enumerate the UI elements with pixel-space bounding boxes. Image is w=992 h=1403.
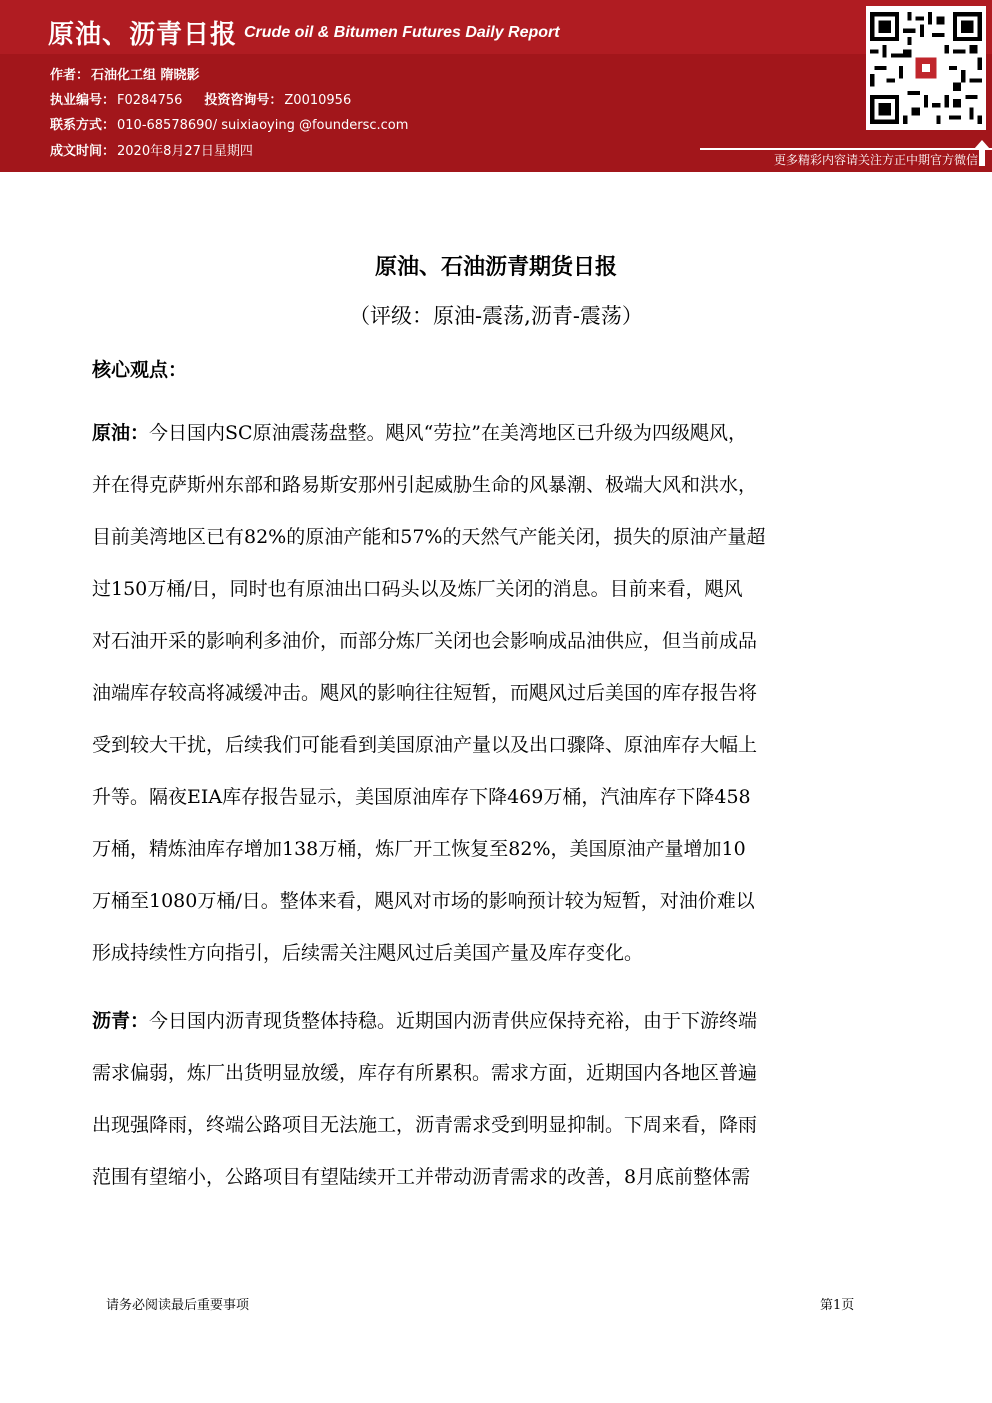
- date-line: [50, 140, 253, 159]
- crude-line: 目前美湾地区已有82%的原油产能和57%的天然气产能关闭，损失的原油产量超: [92, 526, 766, 548]
- author-value: 石油化工组 隋晓影: [91, 68, 200, 83]
- crude-line: 并在得克萨斯州东部和路易斯安那州引起威胁生命的风暴潮、极端大风和洪水，: [92, 474, 758, 496]
- consult-value: Z0010956: [284, 93, 352, 108]
- footer-disclaimer: 请务必阅读最后重要事项: [106, 1298, 250, 1313]
- crude-line: 过150万桶/日，同时也有原油出口码头以及炼厂关闭的消息。目前来看，飓风: [92, 578, 743, 600]
- document-title: 原油、石油沥青期货日报: [374, 255, 617, 280]
- license-value: F0284756: [117, 93, 183, 108]
- license-label: 执业编号：: [50, 93, 116, 108]
- contact-line: [50, 114, 408, 133]
- crude-lead: 原油：: [92, 422, 150, 444]
- follow-wechat-text: 更多精彩内容请关注方正中期官方微信: [773, 153, 978, 167]
- crude-line: 油端库存较高将减缓冲击。飓风的影响往往短暂，而飓风过后美国的库存报告将: [92, 682, 758, 704]
- header-divider: [700, 148, 992, 150]
- page-number: 第1页: [820, 1298, 855, 1313]
- crude-line: 原油：今日国内SC原油震荡盘整。飓风“劳拉”在美湾地区已升级为四级飓风，: [92, 422, 747, 444]
- report-header: [0, 0, 992, 172]
- author-line: [50, 64, 200, 83]
- rating-subtitle: （评级：原油-震荡,沥青-震荡）: [349, 304, 643, 328]
- asphalt-line: 范围有望缩小，公路项目有望陆续开工并带动沥青需求的改善，8月底前整体需: [92, 1166, 751, 1188]
- report-title-en: Crude oil & Bitumen Futures Daily Report: [244, 24, 560, 41]
- crude-oil-paragraph: [92, 407, 906, 979]
- asphalt-line: 出现强降雨，终端公路项目无法施工，沥青需求受到明显抑制。下周来看，降雨: [92, 1114, 758, 1136]
- license-line: [50, 89, 351, 108]
- crude-line: 万桶至1080万桶/日。整体来看，飓风对市场的影响预计较为短暂，对油价难以: [92, 890, 755, 912]
- date-label: 成文时间：: [50, 144, 116, 159]
- crude-line: 升等。隔夜EIA库存报告显示，美国原油库存下降469万桶，汽油库存下降458: [92, 786, 751, 808]
- contact-label: 联系方式：: [50, 118, 116, 133]
- date-value: 2020年8月27日星期四: [117, 144, 253, 159]
- asphalt-paragraph: [92, 995, 906, 1203]
- crude-line: 万桶，精炼油库存增加138万桶，炼厂开工恢复至82%，美国原油产量增加10: [92, 838, 746, 860]
- asphalt-line: 需求偏弱，炼厂出货明显放缓，库存有所累积。需求方面，近期国内各地区普遍: [92, 1062, 758, 1084]
- crude-line: 对石油开采的影响利多油价，而部分炼厂关闭也会影响成品油供应，但当前成品: [92, 630, 758, 652]
- crude-line: 形成持续性方向指引，后续需关注飓风过后美国产量及库存变化。: [92, 942, 644, 964]
- consult-label: 投资咨询号：: [204, 93, 283, 108]
- arrow-up-icon: [974, 140, 990, 166]
- author-label: 作者：: [50, 68, 90, 83]
- crude-line: 受到较大干扰，后续我们可能看到美国原油产量以及出口骤降、原油库存大幅上: [92, 734, 758, 756]
- qr-code-icon: [866, 6, 986, 130]
- report-title-cn: 原油、沥青日报: [48, 20, 238, 50]
- contact-value: 010-68578690/ suixiaoying @foundersc.com: [117, 118, 409, 133]
- asphalt-line: 沥青：今日国内沥青现货整体持稳。近期国内沥青供应保持充裕，由于下游终端: [92, 1010, 758, 1032]
- asphalt-lead: 沥青：: [92, 1010, 150, 1032]
- core-view-heading: 核心观点：: [92, 359, 188, 381]
